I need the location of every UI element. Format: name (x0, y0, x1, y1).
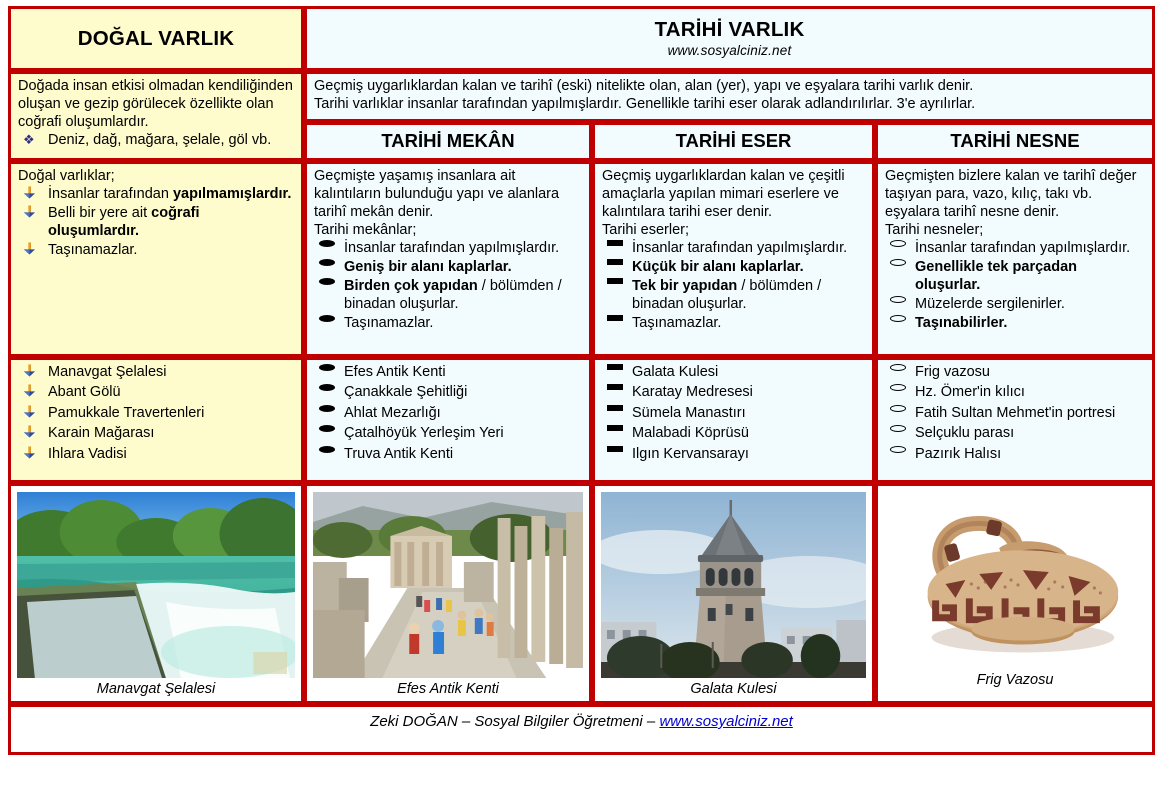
tower-photo (601, 492, 866, 678)
table-row-examples (8, 357, 1155, 483)
natural-definition-text: Doğada insan etkisi olmadan kendiliğinden oluşan ve gezip görülecek özellikte olan coğrafi oluşumlardır. (18, 78, 293, 131)
natural-traits-cell (8, 161, 304, 357)
header-place-label: TARİHİ MEKÂN (381, 130, 515, 152)
work-traits-list (602, 240, 865, 333)
picture-caption: Efes Antik Kenti (397, 681, 499, 698)
list-item (602, 240, 865, 258)
example-text: Selçuklu parası (915, 425, 1015, 442)
down-arrow-bullet-icon (23, 425, 39, 438)
hollow-circle-bullet-icon (890, 425, 906, 432)
list-item (18, 186, 294, 204)
historical-definition-line2: Tarihi varlıklar insanlar tarafından yapılmışlardır. Genellikle tarihi eser olarak adlandırılırlar. 3'e ayrılırlar. (314, 96, 976, 113)
square-bullet-icon (607, 384, 623, 390)
object-traits-cell (875, 161, 1155, 357)
list-item (602, 259, 865, 277)
place-examples-list (314, 364, 582, 464)
example-text: Galata Kulesi (632, 364, 719, 381)
trait-text-tail: / bölümden / binadan oluşurlar. (344, 277, 562, 312)
hollow-circle-bullet-icon (890, 446, 906, 453)
example-text: Manavgat Şelalesi (48, 364, 167, 381)
disc-bullet-icon (319, 278, 335, 285)
table-row-footer (8, 704, 1155, 755)
hollow-circle-bullet-icon (890, 259, 906, 266)
disc-bullet-icon (319, 259, 335, 266)
object-examples-cell (875, 357, 1155, 483)
header-object-label: TARİHİ NESNE (950, 130, 1080, 152)
natural-examples-cell (8, 357, 304, 483)
trait-text-tail: / bölümden / binadan oluşurlar. (632, 277, 822, 312)
ancient-city-photo (313, 492, 583, 678)
example-text: Truva Antik Kenti (344, 445, 454, 462)
example-text: Çatalhöyük Yerleşim Yeri (344, 425, 504, 442)
comparison-table (8, 6, 1155, 755)
list-item (602, 384, 865, 402)
header-object (875, 122, 1155, 161)
place-examples-cell (304, 357, 592, 483)
trait-text: İnsanlar tarafından yapılmışlardır. (915, 239, 1131, 256)
object-traits-lead: Tarihi nesneler; (885, 221, 984, 238)
hollow-circle-bullet-icon (890, 364, 906, 371)
list-item (885, 364, 1145, 382)
footer-site-link[interactable]: www.sosyalciniz.net (659, 712, 793, 730)
object-definition-text: Geçmişten bizlere kalan ve tarihî değer taşıyan para, vazo, kılıç, takı vb. eşyalara tarihî nesne denir. (885, 168, 1137, 220)
waterfall-photo (17, 492, 295, 678)
disc-bullet-icon (319, 446, 335, 453)
disc-bullet-icon (319, 384, 335, 391)
hollow-circle-bullet-icon (890, 240, 906, 247)
place-traits-cell (304, 161, 592, 357)
down-arrow-bullet-icon (23, 205, 39, 218)
work-definition-text: Geçmiş uygarlıklardan kalan ve çeşitli amaçlarla yapılan mimari eserlere ve kalıntılara tarihi eser denir. (602, 168, 845, 220)
trait-text: Müzelerde sergilenirler. (915, 295, 1065, 312)
historical-definition-line1: Geçmiş uygarlıklardan kalan ve tarihî (eski) nitelikte olan, alan (yer), yapı ve eşyalara tarihi varlık denir. (314, 78, 974, 95)
picture-cell-galata (592, 483, 875, 704)
trait-text: İnsanlar tarafından yapılmışlardır. (632, 239, 848, 256)
down-arrow-bullet-icon (23, 405, 39, 418)
historical-definition-cell (304, 71, 1155, 122)
example-text: Frig vazosu (915, 364, 990, 381)
example-text: Malabadi Köprüsü (632, 425, 749, 442)
work-traits-lead: Tarihi eserler; (602, 221, 690, 238)
square-bullet-icon (607, 425, 623, 431)
down-arrow-bullet-icon (23, 364, 39, 377)
disc-bullet-icon (319, 364, 335, 371)
place-traits-list (314, 240, 582, 333)
header-natural-label: DOĞAL VARLIK (77, 26, 235, 50)
work-examples-cell (592, 357, 875, 483)
example-text: Pazırık Halısı (915, 445, 1002, 462)
hollow-circle-bullet-icon (890, 384, 906, 391)
header-work-label: TARİHİ ESER (675, 130, 792, 152)
down-arrow-bullet-icon (23, 446, 39, 459)
trait-text-emphasis: Tek bir yapıdan (632, 277, 738, 294)
trait-text-emphasis: yapılmamışlardır. (172, 185, 292, 202)
hollow-circle-bullet-icon (890, 315, 906, 322)
trait-text: İnsanlar tarafından yapılmışlardır. (344, 239, 560, 256)
list-item (885, 240, 1145, 258)
square-bullet-icon (607, 364, 623, 370)
picture-cell-vase (875, 483, 1155, 704)
disc-bullet-icon (319, 405, 335, 412)
footer-cell (8, 704, 1155, 755)
table-row-traits (8, 161, 1155, 357)
natural-traits-lead: Doğal varlıklar; (18, 168, 115, 185)
list-item (314, 240, 582, 258)
list-item (18, 205, 294, 241)
work-traits-cell (592, 161, 875, 357)
list-item (18, 364, 294, 382)
example-text: Karatay Medresesi (632, 384, 753, 401)
object-examples-list (885, 364, 1145, 464)
example-text: Ilgın Kervansarayı (632, 445, 749, 462)
floret-bullet-icon: ❖ (23, 132, 35, 148)
header-work (592, 122, 875, 161)
example-text: Fatih Sultan Mehmet'in portresi (915, 404, 1116, 421)
trait-text-emphasis: coğrafi oluşumlardır. (48, 204, 200, 239)
disc-bullet-icon (319, 315, 335, 322)
object-traits-list (885, 240, 1145, 333)
example-text: Karain Mağarası (48, 425, 155, 442)
list-item (18, 132, 294, 150)
trait-text: Belli bir yere ait (48, 204, 152, 221)
example-text: Ihlara Vadisi (48, 445, 127, 462)
trait-text-emphasis: Geniş bir alanı kaplarlar. (344, 258, 512, 275)
example-text: Efes Antik Kenti (344, 364, 446, 381)
list-item (18, 242, 294, 260)
list-item (314, 446, 582, 464)
header-site-url: www.sosyalciniz.net (667, 43, 792, 59)
square-bullet-icon (607, 240, 623, 246)
list-item (602, 405, 865, 423)
vase-photo (884, 492, 1146, 668)
list-item (314, 315, 582, 333)
example-text: Pamukkale Travertenleri (48, 404, 205, 421)
list-item (885, 315, 1145, 333)
square-bullet-icon (607, 259, 623, 265)
square-bullet-icon (607, 278, 623, 284)
down-arrow-bullet-icon (23, 242, 39, 255)
disc-bullet-icon (319, 240, 335, 247)
example-text: Sümela Manastırı (632, 404, 746, 421)
natural-examples-list (18, 364, 294, 464)
square-bullet-icon (607, 315, 623, 321)
list-item (602, 278, 865, 314)
table-row-definitions (8, 71, 1155, 122)
example-text: Çanakkale Şehitliği (344, 384, 468, 401)
place-traits-lead: Tarihi mekânlar; (314, 221, 417, 238)
square-bullet-icon (607, 405, 623, 411)
natural-traits-list (18, 186, 294, 260)
trait-text-emphasis: Birden çok yapıdan (344, 277, 478, 294)
picture-caption: Frig Vazosu (976, 672, 1054, 689)
hollow-circle-bullet-icon (890, 405, 906, 412)
example-text: Ahlat Mezarlığı (344, 404, 441, 421)
list-item (314, 384, 582, 402)
list-item (18, 446, 294, 464)
list-item (314, 259, 582, 277)
trait-text-emphasis: Genellikle tek parçadan oluşurlar. (915, 258, 1077, 293)
trait-text: Taşınamazlar. (48, 241, 138, 258)
list-item (314, 425, 582, 443)
list-item (602, 364, 865, 382)
example-text: Abant Gölü (48, 384, 121, 401)
header-historical-label: TARİHİ VARLIK (654, 18, 805, 41)
list-item (602, 446, 865, 464)
disc-bullet-icon (319, 425, 335, 432)
example-text: Hz. Ömer'in kılıcı (915, 384, 1025, 401)
down-arrow-bullet-icon (23, 186, 39, 199)
trait-text-emphasis: Taşınabilirler. (915, 314, 1008, 331)
picture-caption: Manavgat Şelalesi (96, 681, 216, 698)
footer-author: Zeki DOĞAN – Sosyal Bilgiler Öğretmeni – (370, 712, 660, 730)
natural-example-inline: Deniz, dağ, mağara, şelale, göl vb. (48, 132, 272, 149)
list-item (602, 425, 865, 443)
list-item (314, 278, 582, 314)
square-bullet-icon (607, 446, 623, 452)
trait-text-emphasis: Küçük bir alanı kaplarlar. (632, 258, 804, 275)
natural-example-inline-list (18, 132, 294, 150)
list-item (885, 296, 1145, 314)
list-item (18, 405, 294, 423)
picture-cell-ephesus (304, 483, 592, 704)
trait-text: İnsanlar tarafından (48, 185, 173, 202)
header-place (304, 122, 592, 161)
picture-caption: Galata Kulesi (690, 681, 777, 698)
header-natural (8, 6, 304, 71)
table-row-pictures (8, 483, 1155, 704)
list-item (602, 315, 865, 333)
picture-cell-waterfall (8, 483, 304, 704)
list-item (885, 425, 1145, 443)
list-item (18, 384, 294, 402)
trait-text: Taşınamazlar. (344, 314, 434, 331)
place-definition-text: Geçmişte yaşamış insanlara ait kalıntıların bulunduğu yapı ve alanlara tarihî mekân denir. (314, 168, 560, 220)
list-item (314, 364, 582, 382)
list-item (18, 425, 294, 443)
list-item (885, 384, 1145, 402)
hollow-circle-bullet-icon (890, 296, 906, 303)
list-item (885, 446, 1145, 464)
header-historical (304, 6, 1155, 71)
natural-definition-cell (8, 71, 304, 161)
list-item (314, 405, 582, 423)
list-item (885, 405, 1145, 423)
trait-text: Taşınamazlar. (632, 314, 722, 331)
table-row-main-headers (8, 6, 1155, 71)
down-arrow-bullet-icon (23, 384, 39, 397)
list-item (885, 259, 1145, 295)
work-examples-list (602, 364, 865, 464)
